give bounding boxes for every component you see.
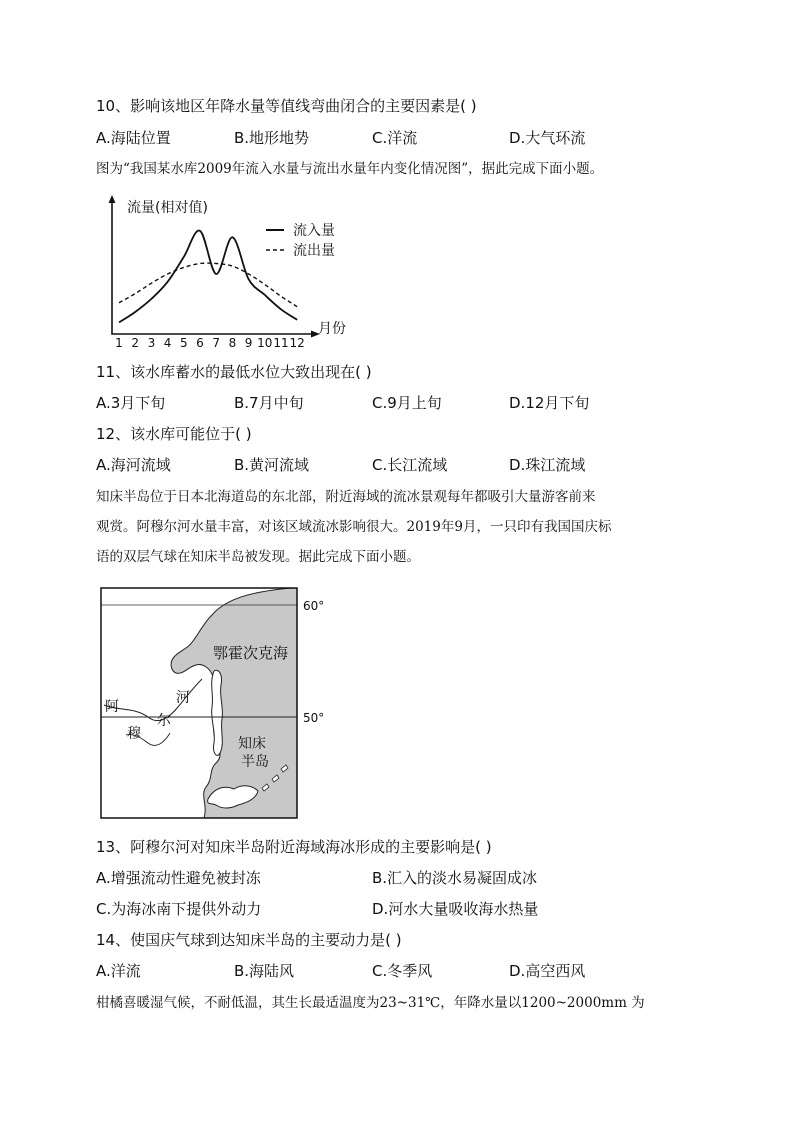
river-char-er: 尔 <box>157 713 171 729</box>
q10-option-c: C.洋流 <box>372 129 418 147</box>
chart-xlabel: 月份 <box>318 321 346 337</box>
chart-ylabel: 流量(相对值) <box>127 200 208 216</box>
river-char-a: 阿 <box>105 699 119 715</box>
x-tick-label-9: 9 <box>244 336 253 350</box>
q12-option-c: C.长江流域 <box>372 456 448 474</box>
lat-label-50: 50° <box>303 711 325 725</box>
q12-option-a: A.海河流域 <box>96 456 171 474</box>
q11-option-a: A.3月下旬 <box>96 394 166 412</box>
q10-option-d: D.大气环流 <box>509 129 586 147</box>
q12-option-d: D.珠江流域 <box>509 456 586 474</box>
reservoir-intro: 图为“我国某水库2009年流入水量与流出水量年内变化情况图”，据此完成下面小题。 <box>96 161 604 177</box>
q10-option-b: B.地形地势 <box>234 129 310 147</box>
citrus-intro: 柑橘喜暖湿气候，不耐低温，其生长最适温度为23~31℃，年降水量以1200~2000mm 为 <box>96 995 645 1011</box>
flow-chart <box>96 190 356 350</box>
q11-option-c: C.9月上旬 <box>372 394 442 412</box>
q14-option-c: C.冬季风 <box>372 962 433 980</box>
shiretoko-intro-line-3: 语的双层气球在知床半岛被发现。据此完成下面小题。 <box>96 549 420 565</box>
q11-option-b: B.7月中旬 <box>234 394 304 412</box>
q13-option-d: D.河水大量吸收海水热量 <box>372 900 539 918</box>
x-tick-label-3: 3 <box>147 336 156 350</box>
q13-stem: 13、阿穆尔河对知床半岛附近海域海冰形成的主要影响是( ) <box>96 838 492 856</box>
q13-option-c: C.为海冰南下提供外动力 <box>96 900 262 918</box>
q10-stem: 10、影响该地区年降水量等值线弯曲闭合的主要因素是( ) <box>96 97 477 115</box>
q14-option-a: A.洋流 <box>96 962 141 980</box>
peninsula-label-line-1: 知床 <box>238 736 266 752</box>
q14-option-d: D.高空西风 <box>509 962 586 980</box>
x-tick-label-12: 12 <box>289 336 305 350</box>
q12-option-b: B.黄河流域 <box>234 456 310 474</box>
okhotsk-map <box>96 583 336 823</box>
sea-label: 鄂霍次克海 <box>213 644 289 662</box>
river-char-mu: 穆 <box>127 726 141 742</box>
river-char-he: 河 <box>176 690 190 706</box>
x-tick-label-10: 10 <box>257 336 273 350</box>
x-tick-label-4: 4 <box>163 336 172 350</box>
x-tick-label-11: 11 <box>273 336 289 350</box>
q12-stem: 12、该水库可能位于( ) <box>96 425 252 443</box>
x-tick-label-1: 1 <box>115 336 123 350</box>
q10-option-a: A.海陆位置 <box>96 129 171 147</box>
q14-stem: 14、使国庆气球到达知床半岛的主要动力是( ) <box>96 931 402 949</box>
x-tick-label-7: 7 <box>212 336 221 350</box>
lat-label-60: 60° <box>303 599 325 613</box>
q13-option-a: A.增强流动性避免被封冻 <box>96 869 261 887</box>
x-tick-label-5: 5 <box>179 336 188 350</box>
x-tick-label-6: 6 <box>196 336 204 350</box>
chart-axes <box>109 195 321 338</box>
shiretoko-intro-line-2: 观赏。阿穆尔河水量丰富，对该区域流冰影响很大。2019年9月，一只印有我国国庆标 <box>96 519 612 535</box>
q14-option-b: B.海陆风 <box>234 962 295 980</box>
shiretoko-intro-line-1: 知床半岛位于日本北海道岛的东北部，附近海域的流冰景观每年都吸引大量游客前来 <box>96 489 596 505</box>
legend-inflow-label: 流入量 <box>293 223 335 239</box>
x-tick-label-8: 8 <box>228 336 237 350</box>
inflow-series-line <box>119 231 297 323</box>
q11-option-d: D.12月下旬 <box>509 394 590 412</box>
q11-stem: 11、该水库蓄水的最低水位大致出现在( ) <box>96 363 372 381</box>
q13-option-b: B.汇入的淡水易凝固成冰 <box>372 869 538 887</box>
legend-outflow-label: 流出量 <box>293 243 335 259</box>
x-tick-label-2: 2 <box>131 336 140 350</box>
peninsula-label-line-2: 半岛 <box>241 754 269 770</box>
